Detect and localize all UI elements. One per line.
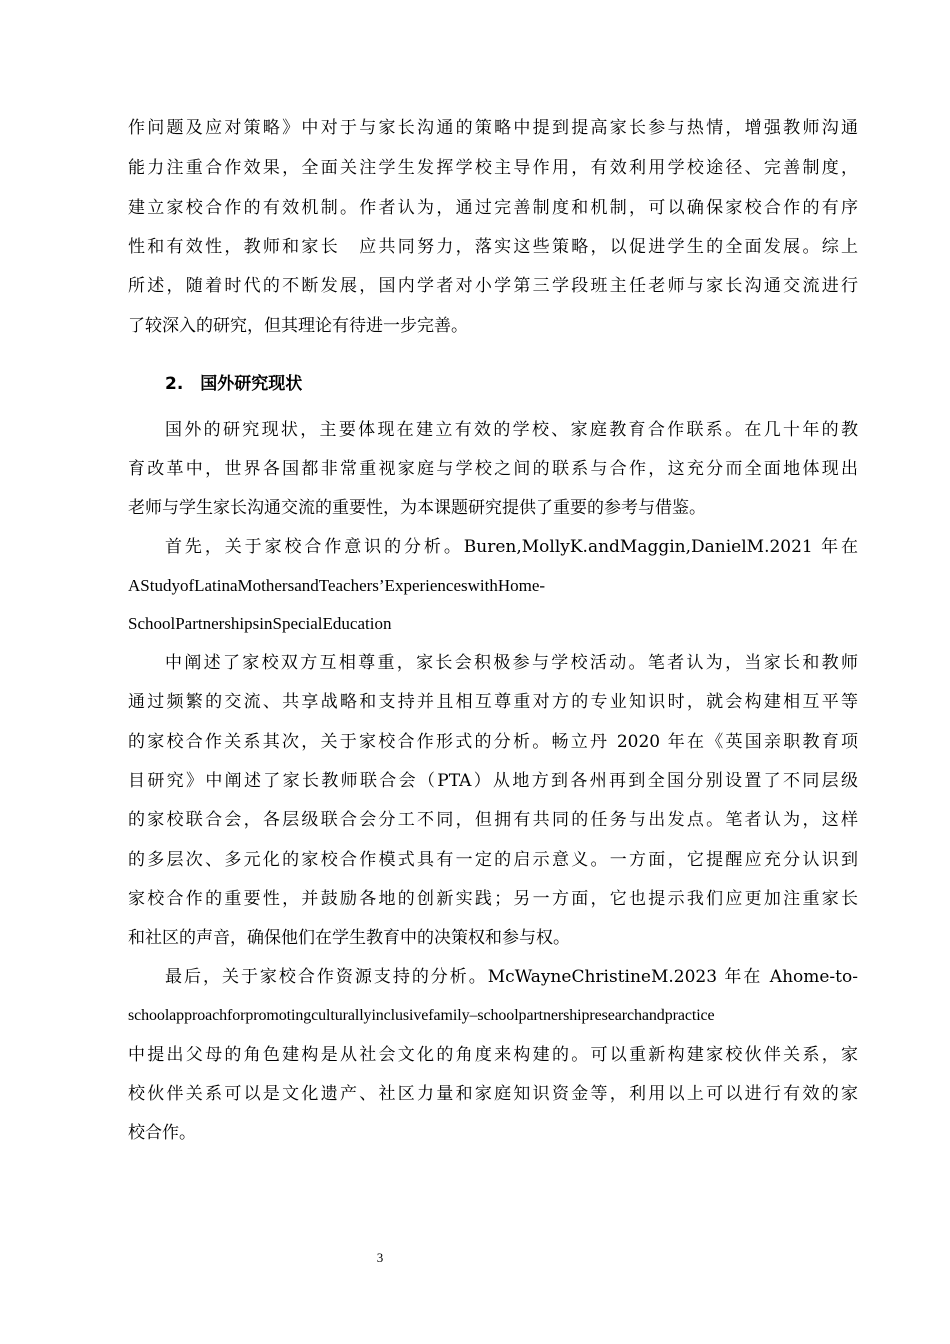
paragraph-line: 目研究》中阐述了家长教师联合会（PTA）从地方到各州再到全国分别设置了不同层级	[128, 771, 858, 791]
paragraph-line: 了较深入的研究，但其理论有待进一步完善。	[128, 316, 468, 336]
paragraph-line: 老师与学生家长沟通交流的重要性，为本课题研究提供了重要的参考与借鉴。	[128, 498, 706, 518]
paragraph-line: 中提出父母的角色建构是从社会文化的角度来构建的。可以重新构建家校伙伴关系，家	[128, 1045, 858, 1065]
paragraph-line: 国外的研究现状，主要体现在建立有效的学校、家庭教育合作联系。在几十年的教	[165, 420, 858, 440]
paragraph-line: 的家校合作关系其次，关于家校合作形式的分析。畅立丹 2020 年在《英国亲职教育项	[128, 732, 858, 752]
paragraph-line: SchoolPartnershipsinSpecialEducation	[128, 614, 392, 633]
paragraph-line: 中阐述了家校双方互相尊重，家长会积极参与学校活动。笔者认为，当家长和教师	[165, 653, 858, 673]
paragraph-line: 能力注重合作效果，全面关注学生发挥学校主导作用，有效利用学校途径、完善制度，	[128, 158, 858, 178]
paragraph-line: 和社区的声音，确保他们在学生教育中的决策权和参与权。	[128, 928, 570, 948]
paragraph-line: 的多层次、多元化的家校合作模式具有一定的启示意义。一方面，它提醒应充分认识到	[128, 850, 858, 870]
paragraph-line: 性和有效性，教师和家长 应共同努力，落实这些策略，以促进学生的全面发展。综上	[128, 237, 858, 257]
page-number: 3	[376, 1250, 384, 1265]
paragraph-line: AStudyofLatinaMothersandTeachers’ExperienceswithHome-	[128, 576, 546, 595]
paragraph-line: 建立家校合作的有效机制。作者认为，通过完善制度和机制，可以确保家校合作的有序	[128, 198, 858, 218]
paragraph-line: 育改革中，世界各国都非常重视家庭与学校之间的联系与合作，这充分而全面地体现出	[128, 459, 858, 479]
paragraph-line: 最后，关于家校合作资源支持的分析。McWayneChristineM.2023 年在 Ahome-to-	[165, 967, 858, 987]
paragraph-line: 所述，随着时代的不断发展，国内学者对小学第三学段班主任老师与家长沟通交流进行	[128, 276, 858, 296]
paragraph-line: 作问题及应对策略》中对于与家长沟通的策略中提到提高家长参与热情，增强教师沟通	[128, 118, 858, 138]
paragraph-line: 家校合作的重要性，并鼓励各地的创新实践；另一方面，它也提示我们应更加注重家长	[128, 889, 858, 909]
paragraph-line: 校合作。	[128, 1123, 196, 1143]
paragraph-line: 首先，关于家校合作意识的分析。Buren,MollyK.andMaggin,DanielM.2021 年在	[165, 537, 858, 557]
paragraph-line: 的家校联合会，各层级联合会分工不同，但拥有共同的任务与出发点。笔者认为，这样	[128, 810, 858, 830]
paragraph-line: schoolapproachforpromotingculturallyinclusivefamily–schoolpartnershipresearchandpractice	[128, 1007, 715, 1024]
paragraph-line: 通过频繁的交流、共享战略和支持并且相互尊重对方的专业知识时，就会构建相互平等	[128, 692, 858, 712]
section-heading: 2. 国外研究现状	[165, 374, 303, 394]
paragraph-line: 校伙伴关系可以是文化遗产、社区力量和家庭知识资金等，利用以上可以进行有效的家	[128, 1084, 858, 1104]
